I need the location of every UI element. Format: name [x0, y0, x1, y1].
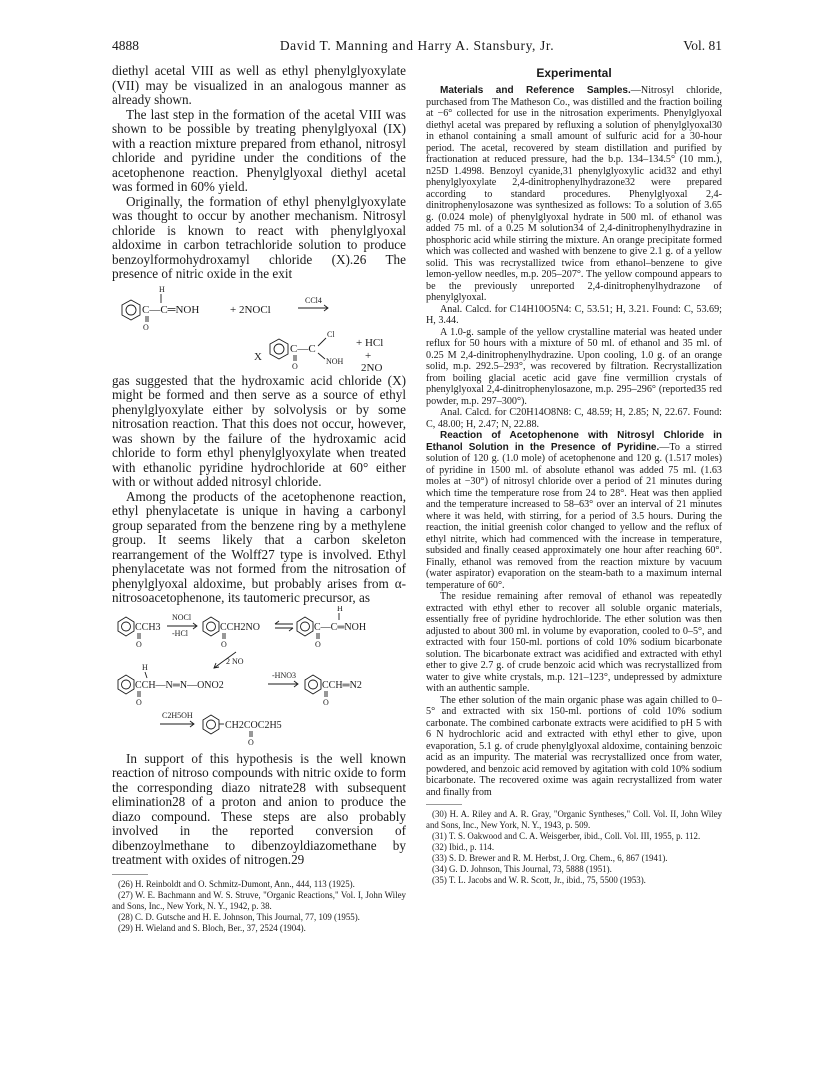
footnote: (32) Ibid., p. 114.: [432, 842, 495, 852]
benzene-ring: [118, 617, 134, 636]
footnote: (31) T. S. Oakwood and C. A. Weisgerber, ibid., Coll. Vol. III, 1955, p. 112.: [432, 831, 701, 841]
footnote: (29) H. Wieland and S. Bloch, Ber., 37, 2524 (1904).: [118, 922, 306, 933]
footnote-rule: [426, 804, 462, 805]
scheme-text: NOCl: [172, 612, 192, 622]
paragraph: [426, 430, 722, 591]
footnote: (30) H. A. Riley and A. R. Gray, "Organic Syntheses," Coll. Vol. II, John Wiley and Sons, Inc., New York, N. Y., 1943, p. 509.: [426, 809, 722, 830]
scheme-text: O: [136, 697, 142, 707]
footnote-rule: [112, 874, 148, 875]
scheme-text: CCH2NO: [220, 621, 261, 633]
scheme-text: O: [143, 322, 149, 332]
section-title: Experimental: [536, 66, 612, 80]
analysis: Anal. Calcd. for C20H14O8N8: C, 48.59; H, 2.85; N, 22.67. Found: C, 48.00; H, 2.47; N, 22.88.: [426, 407, 722, 430]
run-in-heading: Reaction of Acetophenone with Nitrosyl Chloride in Ethanol Solution in the Presence of Pyridine.: [426, 430, 722, 453]
scheme-text: NOH: [326, 356, 344, 366]
paragraph: The last step in the formation of the acetal VIII was shown to be possible by treating phenylglyoxal (IX) with a reaction mixture prepared from ethanol, nitrosyl chloride and pyridine under the conditions of the acetophenone reaction. Phenylglyoxal diethyl acetal was formed in 60% yield.: [112, 106, 406, 194]
benzene-ring: [122, 300, 140, 320]
benzene-ring: [270, 339, 288, 359]
scheme-text: CCH═N2: [322, 679, 362, 691]
footnote: (35) T. L. Jacobs and W. R. Scott, Jr., ibid., 75, 5500 (1953).: [432, 875, 646, 885]
scheme-text: O: [315, 639, 321, 649]
paragraph: Among the products of the acetophenone reaction, ethyl phenylacetate is unique in having a carbonyl group separated from the benzene ring by a methylene group. It seems likely that a carbon skeleton rearrangement of the Wolff27 type is involved. Ethyl phenylacetate was not formed from the nitrosation of phenylglyoxal aldoxime, but probably arises from α-nitrosoacetophenone, its tautomeric precursor, as: [112, 488, 406, 605]
benzene-ring-inner: [207, 720, 216, 729]
benzene-ring-inner: [126, 305, 136, 315]
page-number: 4888: [112, 38, 139, 53]
scheme-text: H: [337, 605, 343, 613]
benzene-ring: [203, 715, 219, 734]
scheme-text: CCl4: [305, 295, 322, 305]
scheme-text: X: [254, 350, 262, 363]
paragraph-text: —To a stirred solution of 120 g. (1.0 mole) of acetophenone and 120 g. (1.517 moles) of pyridine in 1500 ml. of absolute ethanol was added 75 ml. (1.63 moles at −30°) of nitrosyl chloride over a period of 21 minutes during which time the temperature rose from 24 to 28°. Heat was then applied and the temperature increased to 58–63° over an interval of 21 minutes where it was held, with stirring, for a period of 3.5 hours. During the reaction, the initial greenish color changed to yellow and the reflux of ethyl nitrite, which had commenced with the increase in temperature, subsided and finally ceased approximately one hour after reaching 60°. Finally, ethanol was removed from the reaction mixture by vacuum (water aspirator) evaporation on the steam-bath to a maximum internal temperature of 60°.: [426, 441, 722, 591]
scheme-text: O: [221, 639, 227, 649]
run-in-heading: Materials and Reference Samples.: [440, 85, 631, 96]
benzene-ring-inner: [122, 680, 131, 689]
analysis: Anal. Calcd. for C14H10O5N4: C, 53.51; H, 3.21. Found: C, 53.69; H, 3.44.: [426, 303, 722, 326]
scheme-text: C—C: [290, 342, 316, 355]
scheme-text: CCH3: [135, 621, 161, 633]
scheme-text: H: [159, 284, 165, 294]
scheme-text: -HCl: [172, 628, 188, 638]
scheme-text: +: [365, 349, 372, 362]
benzene-ring: [305, 675, 321, 694]
footnote: (28) C. D. Gutsche and H. E. Johnson, This Journal, 77, 109 (1955).: [118, 911, 360, 922]
reaction-scheme-1: [112, 282, 406, 374]
scheme-text: 2NO: [361, 361, 383, 374]
left-column: [112, 64, 406, 934]
paragraph: Originally, the formation of ethyl phenylglyoxylate was thought to occur by another mechanism. Nitrosyl chloride is known to react with phenylglyoxal aldoxime in carbon tetrachloride solution to produce benzoylformohydroxamyl chloride (X).26 The presence of nitric oxide in the exit: [112, 193, 406, 281]
benzene-ring-inner: [301, 622, 310, 631]
scheme-text: Cl: [327, 329, 335, 339]
scheme-text: C2H5OH: [162, 710, 193, 720]
paragraph-text: —Nitrosyl chloride, purchased from The Matheson Co., was distilled and the fraction boiling at −6° collected for use in the nitrosation experiments. Phenylglyoxal diethyl acetal was prepared by refluxing a solution of phenylglyoxal30 in ethanol containing a small amount of sulfuric acid for a 30-hour period. The acetal, recovered by steam distillation and purified by fractionation at reduced pressure, had the b.p. 134–134.5° (10 mm.), n25D 1.4998. Benzoyl cyanide,31 phenylglyoxylic acid32 and ethyl phenylglyoxylate 2,4-dinitrophenylhydrazone32 were prepared according to standard procedures. Phenylglyoxal 2,4-dinitrophenylosazone was synthesized as follows: To a solution of 3.65 g. (0.024 mole) of phenylglyoxal hydrate in 500 ml. of ethanol was added 75 ml. of a 0.25 M solution34 of 2,4-dinitrophenylhydrazine in phosphoric acid while stirring the mixture. An orange precipitate formed which was collected and washed with benzene to give 2.1 g. of a yellow solid. This was recrystallized twice from ethanol–benzene to give lemon-yellow needles, m.p. 205–207°. The yellow compound appears to be the previously unreported 2,4-dinitrophenylhydrazone of phenylglyoxal.: [426, 85, 722, 303]
benzene-ring-inner: [207, 622, 216, 631]
paragraph: The residue remaining after removal of ethanol was repeatedly extracted with ethyl ether to recover all soluble organic materials, essentially free of pyridine hydrochloride. The ether solution was then adjusted to about 300 ml. in volume by evaporation, cooled to 0–5°, and extracted with four 150-ml. portions of cold 10% sodium bicarbonate solution. The bicarbonate extract was acidified and extracted with ethyl ether to give 2.7 g. of crude benzoic acid which was recrystallized from water to give white crystals, m.p. 121–123°, undepressed by admixture with an authentic sample.: [426, 591, 722, 694]
paragraph: A 1.0-g. sample of the yellow crystalline material was heated under reflux for 50 hours with a mixture of 50 ml. of ethanol and 35 ml. of 0.25 M 2,4-dinitrophenylhydrazine. Upon cooling, 1.0 g. of an orange solid, m.p. 292.5–293°, was recovered by filtration. Recrystallization from boiling glacial acetic acid gave fine vermillion crystals of phenylglyoxal 2,4-dinitrophenylosazone, m.p. 295–296° (reported35 red powder, m.p. 297–300°).: [426, 326, 722, 407]
scheme-text: O: [323, 697, 329, 707]
benzene-ring: [203, 617, 219, 636]
footnote: (27) W. E. Bachmann and W. S. Struve, "Organic Reactions," Vol. I, John Wiley and Sons, Inc., New York, N. Y., 1942, p. 38.: [112, 889, 406, 911]
scheme-text: CH2COC2H5: [225, 719, 282, 731]
scheme-text: + 2NOCl: [230, 303, 271, 316]
scheme-text: C—C═NOH: [142, 303, 200, 316]
paragraph: In support of this hypothesis is the well known reaction of nitroso compounds with nitric oxide to form the corresponding diazo nitrate28 with subsequent elimination28 of a proton and anion to produce the diazo compound. These steps are also probably involved in the reported conversion of dibenzoylmethane to dibenzoyldiazomethane by treatment with oxides of nitrogen.29: [112, 750, 406, 867]
page-header: [112, 38, 722, 56]
benzene-ring: [118, 675, 134, 694]
footnote: (34) G. D. Johnson, This Journal, 73, 5888 (1951).: [432, 864, 612, 874]
right-column: [426, 64, 722, 886]
paragraph: [426, 85, 722, 304]
benzene-ring-inner: [274, 344, 284, 354]
scheme-text: 2 NO: [226, 656, 244, 666]
scheme-text: O: [292, 361, 298, 371]
scheme-text: + HCl: [356, 336, 384, 349]
footnote: (33) S. D. Brewer and R. M. Herbst, J. Org. Chem., 6, 867 (1941).: [432, 853, 668, 863]
footnotes: [112, 879, 406, 934]
benzene-ring-inner: [309, 680, 318, 689]
scheme-text: -HNO3: [272, 670, 296, 680]
volume-label: Vol. 81: [683, 38, 722, 53]
footnotes: [426, 809, 722, 886]
paragraph: gas suggested that the hydroxamic acid chloride (X) might be formed and then serve as a source of ethyl phenylglyoxylate either by solvolysis or by some nitrosation reaction. That this does not occur, however, was shown by the failure of the hydroxamic acid chloride to form ethyl phenylglyoxylate when treated with ethanolic pyridine hydrochloride at 60° either with or without added nitrosyl chloride.: [112, 372, 406, 489]
scheme-text: C—C═NOH: [314, 621, 367, 633]
reaction-scheme-2: [112, 606, 406, 752]
paragraph: The ether solution of the main organic phase was again chilled to 0–5° and extracted with six 150-ml. portions of cold 10% sodium carbonate. The combined carbonate extracts were acidified to pH 5 with 6 N hydrochloric acid and extracted with ethyl ether to give, upon evaporation, 5.1 g. of crude phenylglyoxal aldoxime, containing benzoic acid as an impurity. The material was recrystallized once from water, powdered, and benzoic acid removed by agitation with cold 10% sodium bicarbonate. The recovered oxime was again recrystallized from water and finally from: [426, 694, 722, 798]
benzene-ring: [297, 617, 313, 636]
scheme-text: O: [248, 737, 254, 747]
benzene-ring-inner: [122, 622, 131, 631]
scheme-text: CCH—N═N—ONO2: [135, 679, 224, 691]
running-authors: David T. Manning and Harry A. Stansbury, Jr.: [279, 38, 555, 53]
paragraph: diethyl acetal VIII as well as ethyl phenylglyoxylate (VII) may be visualized in an analogous manner as already shown.: [112, 63, 406, 107]
scheme-text: H: [142, 662, 148, 672]
scheme-text: O: [136, 639, 142, 649]
footnote: (26) H. Reinboldt and O. Schmitz-Dumont, Ann., 444, 113 (1925).: [118, 878, 355, 889]
